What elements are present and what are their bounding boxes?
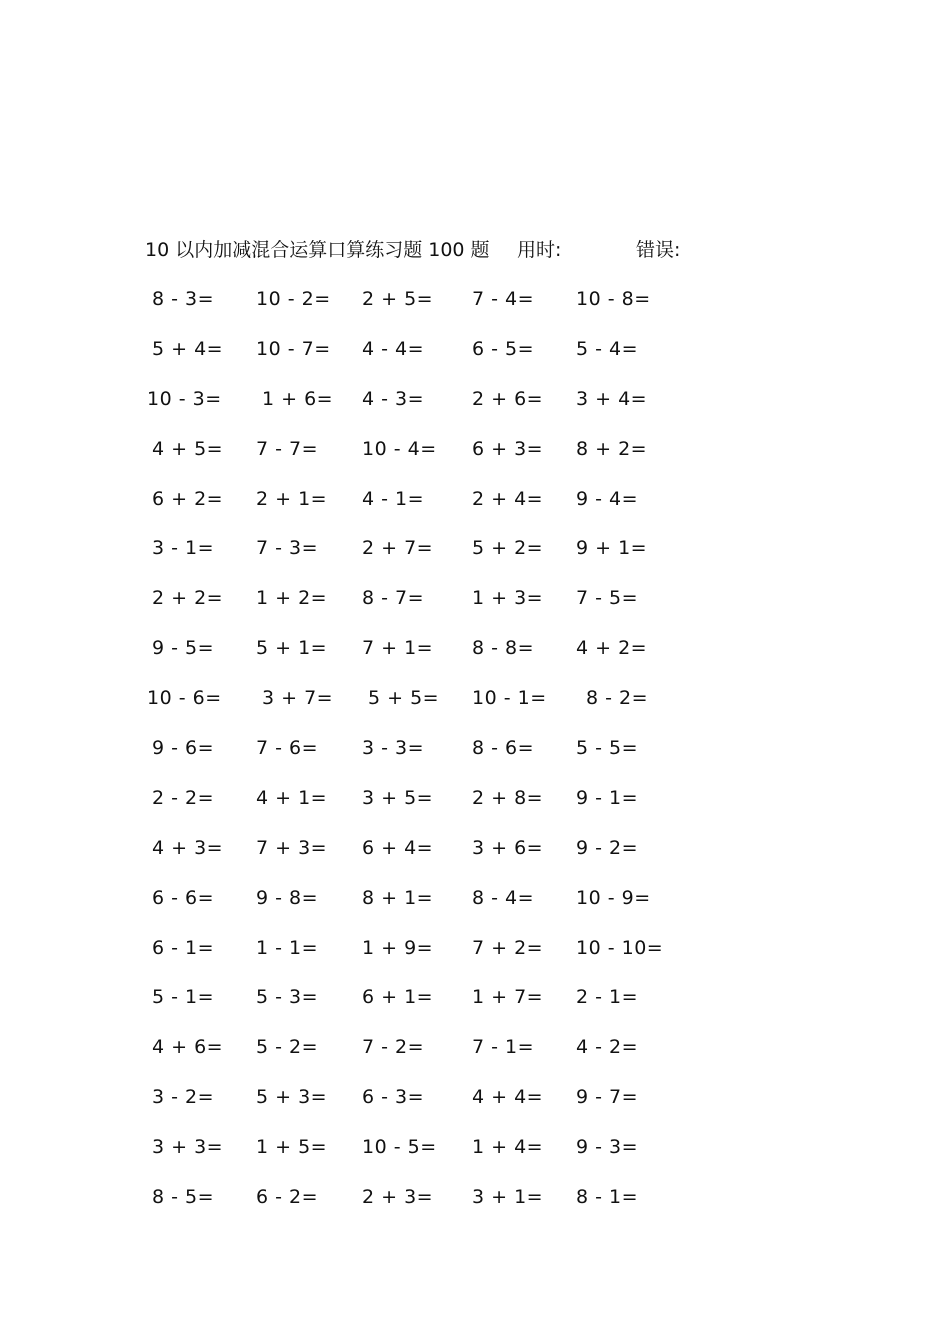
problem-item: 1 - 1= [256,936,319,959]
problem-item: 7 - 7= [256,437,319,460]
problem-item: 5 + 2= [472,537,544,560]
problem-row [150,785,670,835]
problem-item: 3 + 7= [262,687,334,710]
problem-row [147,685,670,735]
problem-item: 7 - 2= [362,1036,425,1059]
problem-item: 2 + 5= [362,288,434,310]
problem-item: 2 + 4= [472,487,544,510]
problem-item: 7 - 6= [256,737,319,760]
problem-item: 3 + 1= [472,1186,544,1209]
problem-item: 5 - 1= [152,986,215,1009]
time-label: 用时: [517,239,562,261]
problem-item: 4 + 1= [256,786,328,809]
problem-item: 8 - 2= [586,687,649,710]
problem-item: 1 + 7= [472,986,544,1009]
problem-item: 3 + 6= [472,836,544,859]
problem-row [150,935,670,985]
problem-item: 8 - 3= [152,288,215,310]
problem-item: 7 - 1= [472,1036,535,1059]
problem-row [150,1034,670,1084]
problem-item: 10 - 6= [147,687,222,710]
problem-item: 6 + 1= [362,986,434,1009]
problem-item: 3 + 3= [152,1136,224,1159]
problem-item: 9 - 2= [576,836,639,859]
problem-item: 5 + 5= [368,687,440,710]
problem-item: 8 - 6= [472,737,535,760]
problem-item: 4 - 1= [362,487,425,510]
problem-item: 4 + 4= [472,1086,544,1109]
problem-item: 9 + 1= [576,537,648,560]
problem-item: 2 - 1= [576,986,639,1009]
errors-label: 错误: [636,239,681,261]
problem-item: 4 - 3= [362,387,425,410]
problem-row [150,835,670,885]
problem-item: 2 + 6= [472,387,544,410]
problem-row [150,635,670,685]
problem-item: 3 - 3= [362,737,425,760]
problem-item: 3 + 4= [576,387,648,410]
problem-item: 9 - 1= [576,786,639,809]
problem-row [147,386,670,436]
problem-item: 6 + 3= [472,437,544,460]
problem-item: 2 + 1= [256,487,328,510]
problem-item: 5 - 3= [256,986,319,1009]
problem-item: 2 - 2= [152,786,215,809]
problem-item: 6 + 4= [362,836,434,859]
problem-item: 10 - 2= [256,288,331,310]
problem-item: 10 - 4= [362,437,437,460]
problem-row [150,336,670,386]
problem-row [150,436,670,486]
problem-grid [147,286,670,1234]
problem-item: 6 - 6= [152,886,215,909]
problem-item: 8 - 7= [362,587,425,610]
problem-item: 3 - 1= [152,537,215,560]
problem-item: 10 - 7= [256,337,331,360]
problem-row [150,1084,670,1134]
problem-item: 8 - 1= [576,1186,639,1209]
problem-row [150,885,670,935]
problem-item: 2 + 2= [152,587,224,610]
problem-row [150,735,670,785]
problem-item: 1 + 6= [262,387,334,410]
problem-item: 10 - 9= [576,886,651,909]
problem-item: 1 + 9= [362,936,434,959]
problem-item: 4 + 2= [576,637,648,660]
problem-item: 4 + 3= [152,836,224,859]
problem-item: 5 - 2= [256,1036,319,1059]
problem-item: 2 + 7= [362,537,434,560]
problem-item: 8 - 5= [152,1186,215,1209]
problem-item: 8 - 4= [472,886,535,909]
problem-item: 7 - 4= [472,288,535,310]
problem-item: 4 - 2= [576,1036,639,1059]
problem-item: 10 - 10= [576,936,664,959]
problem-item: 9 - 5= [152,637,215,660]
problem-item: 5 - 4= [576,337,639,360]
problem-item: 5 - 5= [576,737,639,760]
problem-item: 3 - 2= [152,1086,215,1109]
problem-item: 6 - 5= [472,337,535,360]
problem-item: 5 + 4= [152,337,224,360]
problem-row [150,286,670,336]
problem-item: 1 + 2= [256,587,328,610]
problem-row [150,486,670,536]
worksheet-header [145,236,745,264]
problem-item: 6 - 2= [256,1186,319,1209]
problem-item: 5 + 3= [256,1086,328,1109]
problem-item: 9 - 7= [576,1086,639,1109]
problem-item: 6 + 2= [152,487,224,510]
problem-item: 1 + 5= [256,1136,328,1159]
problem-item: 9 - 8= [256,886,319,909]
problem-item: 7 - 3= [256,537,319,560]
problem-item: 10 - 5= [362,1136,437,1159]
problem-item: 4 + 5= [152,437,224,460]
problem-row [150,1134,670,1184]
problem-item: 10 - 3= [147,387,222,410]
problem-item: 10 - 1= [472,687,547,710]
problem-item: 7 + 2= [472,936,544,959]
problem-item: 8 - 8= [472,637,535,660]
problem-item: 8 + 1= [362,886,434,909]
problem-item: 9 - 6= [152,737,215,760]
problem-item: 7 + 3= [256,836,328,859]
problem-item: 9 - 4= [576,487,639,510]
problem-item: 4 + 6= [152,1036,224,1059]
problem-row [150,1184,670,1234]
worksheet-title: 10 以内加减混合运算口算练习题 100 题 [145,239,490,261]
problem-item: 10 - 8= [576,288,651,310]
problem-item: 6 - 3= [362,1086,425,1109]
problem-item: 2 + 8= [472,786,544,809]
problem-row [150,585,670,635]
problem-item: 9 - 3= [576,1136,639,1159]
problem-row [150,984,670,1034]
problem-item: 3 + 5= [362,786,434,809]
problem-item: 7 + 1= [362,637,434,660]
problem-item: 6 - 1= [152,936,215,959]
problem-row [150,535,670,585]
problem-item: 4 - 4= [362,337,425,360]
problem-item: 1 + 4= [472,1136,544,1159]
problem-item: 7 - 5= [576,587,639,610]
problem-item: 2 + 3= [362,1186,434,1209]
problem-item: 1 + 3= [472,587,544,610]
problem-item: 5 + 1= [256,637,328,660]
problem-item: 8 + 2= [576,437,648,460]
